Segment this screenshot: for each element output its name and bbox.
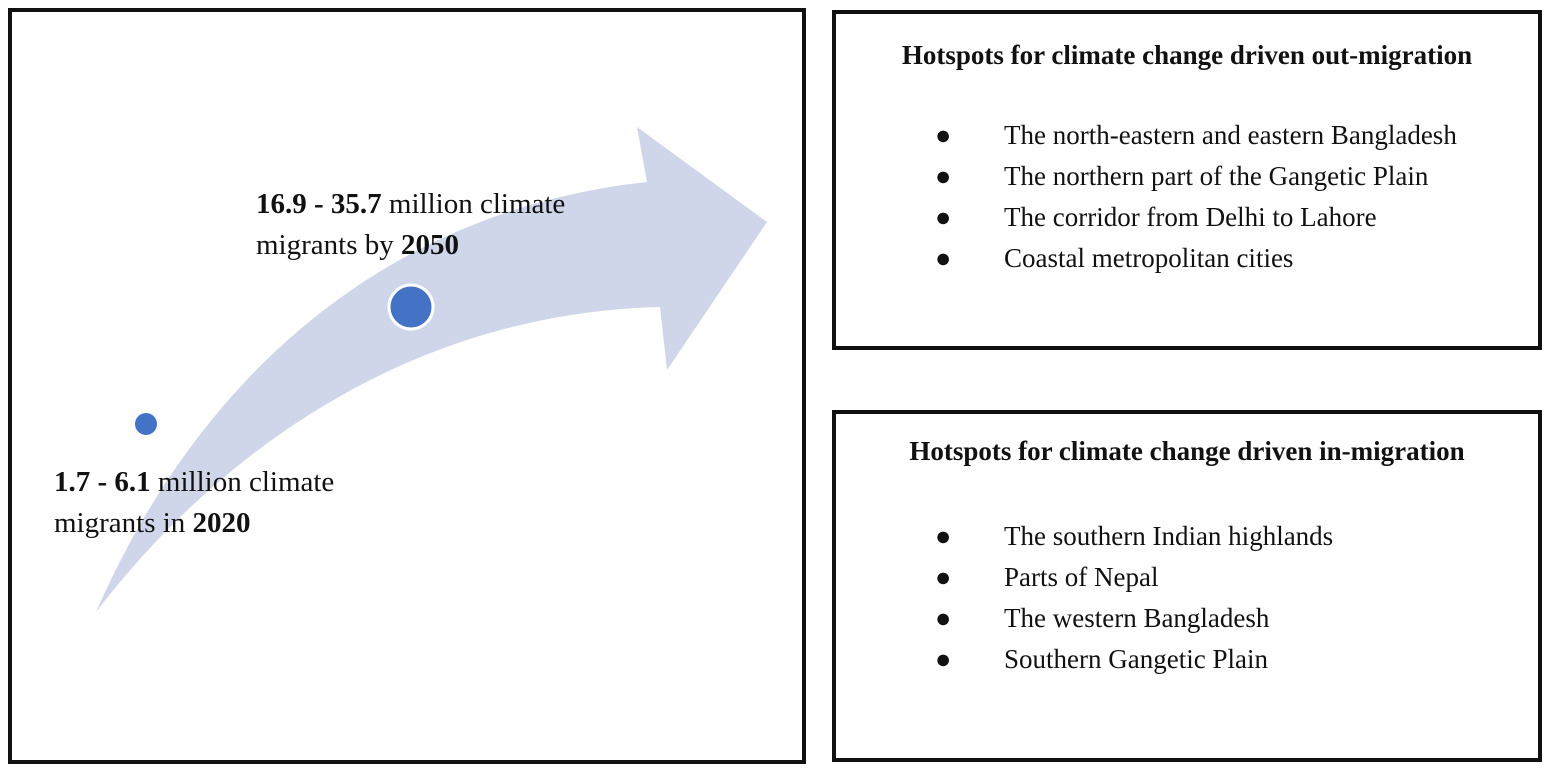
growth-arrow-graphic	[12, 12, 802, 760]
list-item-text: Southern Gangetic Plain	[1004, 644, 1268, 674]
out-migration-list	[932, 115, 1512, 279]
migrants-range-2050: 16.9 - 35.7	[256, 188, 382, 220]
out-migration-title: Hotspots for climate change driven out-migration	[901, 40, 1473, 70]
bullet-icon: ●	[935, 603, 952, 633]
list-item	[932, 557, 1512, 598]
list-item	[932, 516, 1512, 557]
list-item	[932, 197, 1512, 238]
milestone-label-2050	[256, 184, 676, 266]
in-migration-panel	[832, 410, 1542, 762]
milestone-dot-2050	[389, 285, 433, 329]
list-item-text: The corridor from Delhi to Lahore	[1004, 202, 1377, 232]
list-item-text: Coastal metropolitan cities	[1004, 243, 1294, 273]
bullet-icon: ●	[935, 202, 952, 232]
out-migration-panel	[832, 10, 1542, 350]
bullet-icon: ●	[935, 243, 952, 273]
list-item	[932, 598, 1512, 639]
in-migration-title: Hotspots for climate change driven in-migration	[909, 436, 1465, 466]
bullet-icon: ●	[935, 644, 952, 674]
milestone-label-2020	[54, 462, 474, 544]
label-text-2050-a: million climate	[381, 188, 566, 220]
bullet-icon: ●	[935, 521, 952, 551]
list-item	[932, 238, 1512, 279]
bullet-icon: ●	[935, 161, 952, 191]
label-text-2020-a: million climate	[150, 466, 335, 498]
bullet-icon: ●	[935, 120, 952, 150]
list-item-text: The north-eastern and eastern Bangladesh	[1004, 120, 1457, 150]
list-item-text: Parts of Nepal	[1004, 562, 1159, 592]
list-item	[932, 156, 1512, 197]
list-item-text: The western Bangladesh	[1004, 603, 1270, 633]
milestone-year-2050: 2050	[401, 229, 459, 261]
milestone-dot-2020	[135, 413, 157, 435]
list-item	[932, 115, 1512, 156]
list-item-text: The northern part of the Gangetic Plain	[1004, 161, 1429, 191]
list-item	[932, 639, 1512, 680]
milestone-year-2020: 2020	[192, 507, 251, 539]
label-text-2050-b: migrants by	[256, 229, 401, 261]
migration-growth-panel	[8, 8, 806, 764]
list-item-text: The southern Indian highlands	[1004, 521, 1334, 551]
in-migration-list	[932, 516, 1512, 680]
migrants-range-2020: 1.7 - 6.1	[54, 466, 151, 498]
label-text-2020-b: migrants in	[54, 507, 193, 539]
bullet-icon: ●	[935, 562, 952, 592]
